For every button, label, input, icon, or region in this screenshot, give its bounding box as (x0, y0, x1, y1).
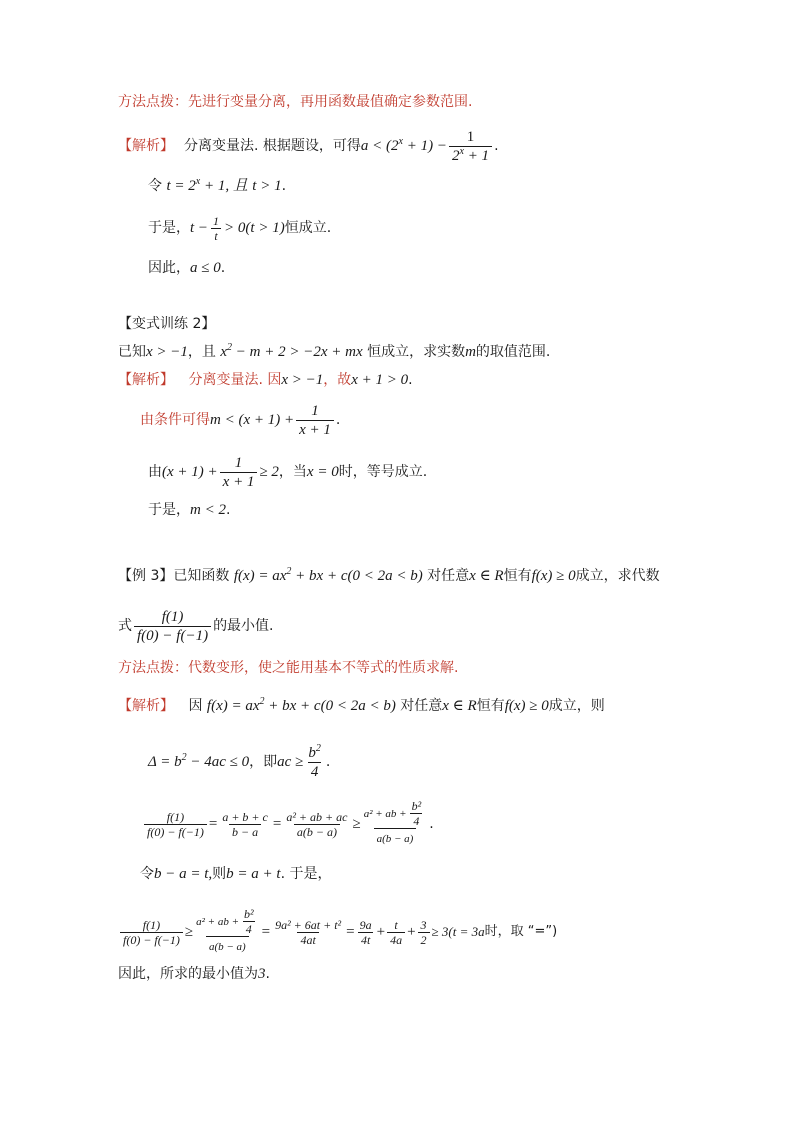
variant-title: 【变式训练 2】 (118, 316, 216, 332)
nested-fraction-1: a² + ab + $\frac{\text{b²}}{4}$ a(b − a) (361, 799, 430, 849)
fraction-b2-over-4: $\frac{b^2}{4}$ (308, 742, 321, 780)
inequality-expr: $a < (2^x + 1)$ − (360, 136, 447, 154)
example-3-solution-line-2: $\Delta = b^2 - 4ac \le 0$ ，即 ac ≥ $\frac{b^2}{4}$ . (148, 742, 331, 780)
fraction-f1-over-diff: $\frac{f(1)}{f(0) - f(-1)}$ (134, 608, 211, 645)
variant-solution-line-3: 由 (x + 1) + $\frac{1}{x + 1}$ ≥ 2 ，当 x = 0 时，等号成立. (148, 454, 428, 490)
fraction-1: $\frac{1}{2^x + 1}$ (449, 128, 492, 165)
solution-1-line-1: 【解析】 分离变量法. 根据题设，可得 $a < (2^x + 1)$ − $\frac{1}{2^x + 1}$ . (118, 128, 499, 164)
variant-solution-line-2: 由条件可得 m < (x + 1) + $\frac{1}{x + 1}$ . (140, 402, 341, 438)
example-3-solution-line-4: 令b − a = t,则b = a + t. 于是， (140, 866, 332, 882)
solution-1-line-3: 于是， t − $\frac{1}{t}$ > 0(t > 1) 恒成立. (148, 213, 332, 243)
solution-label: 【解析】 (118, 138, 174, 154)
method-hint-1 (118, 92, 472, 112)
example-3-solution-line-5: $\frac{f(1)}{f(0) - f(-1)}$ ≥ a² + ab + $\frac{\text{b²}}{4}$ a(b − a) = $\frac{\text{9a² + 6at + t²}}{4at}$ = $\frac{9a}{4t}$ + $\frac{t}{4a}$ + $\frac{3}{2}$ ≥ 3(t = 3a 时，取 “=”) (118, 902, 557, 962)
method-hint-1-text: 方法点拨：先进行变量分离，再用函数最值确定参数范围. (118, 94, 473, 110)
solution-1-line-4: 因此，a ≤ 0. (148, 260, 226, 276)
nested-fraction-2: a² + ab + $\frac{\text{b²}}{4}$ a(b − a) (193, 907, 262, 957)
method-hint-3: 方法点拨：代数变形，使之能用基本不等式的性质求解. (118, 660, 459, 676)
example-3-line-2: 式 $\frac{f(1)}{f(0) - f(-1)}$ 的最小值. (118, 608, 274, 644)
example-3-line-1: 【例 3】已知函数 $f(x) = ax^2$ + bx + c(0 < 2a < b) 对任意x ∈ R恒有f(x) ≥ 0成立，求代数 (118, 566, 660, 584)
variant-solution-line-1: 【解析】 分离变量法. 因x > −1，故x + 1 > 0. (118, 372, 413, 388)
variant-problem: 已知x > −1，且 $x^2 - m + 2 > -2x$ + mx 恒成立，求实数m的取值范围. (118, 342, 551, 360)
example-3-solution-line-3: $\frac{f(1)}{f(0) - f(-1)}$ = $\frac{a + b + c}{b - a}$ = $\frac{\text{a² + ab + ac}}{a(b - a)}$ ≥ a² + ab + $\frac{\text{b²}}{4}$ a(b − a) . (142, 796, 434, 852)
fraction-1-over-x-plus-1: $\frac{1}{x + 1}$ (296, 402, 334, 439)
solution-1-line-2: 令 $t = 2^x + 1$, 且 t > 1. (148, 176, 287, 194)
variant-solution-line-4: 于是，m < 2. (148, 502, 231, 518)
fraction-1-over-t: $\frac{1}{t}$ (213, 213, 220, 243)
example-3-solution-line-1: 【解析】 因 $f(x) = ax^2$ + bx + c(0 < 2a < b) 对任意x ∈ R恒有f(x) ≥ 0成立，则 (118, 696, 605, 714)
fraction-1-over-x-plus-1-b: $\frac{1}{x + 1}$ (220, 454, 258, 491)
example-3-conclusion: 因此，所求的最小值为3. (118, 966, 270, 982)
solution-1-text: 分离变量法. 根据题设，可得 (184, 138, 361, 154)
